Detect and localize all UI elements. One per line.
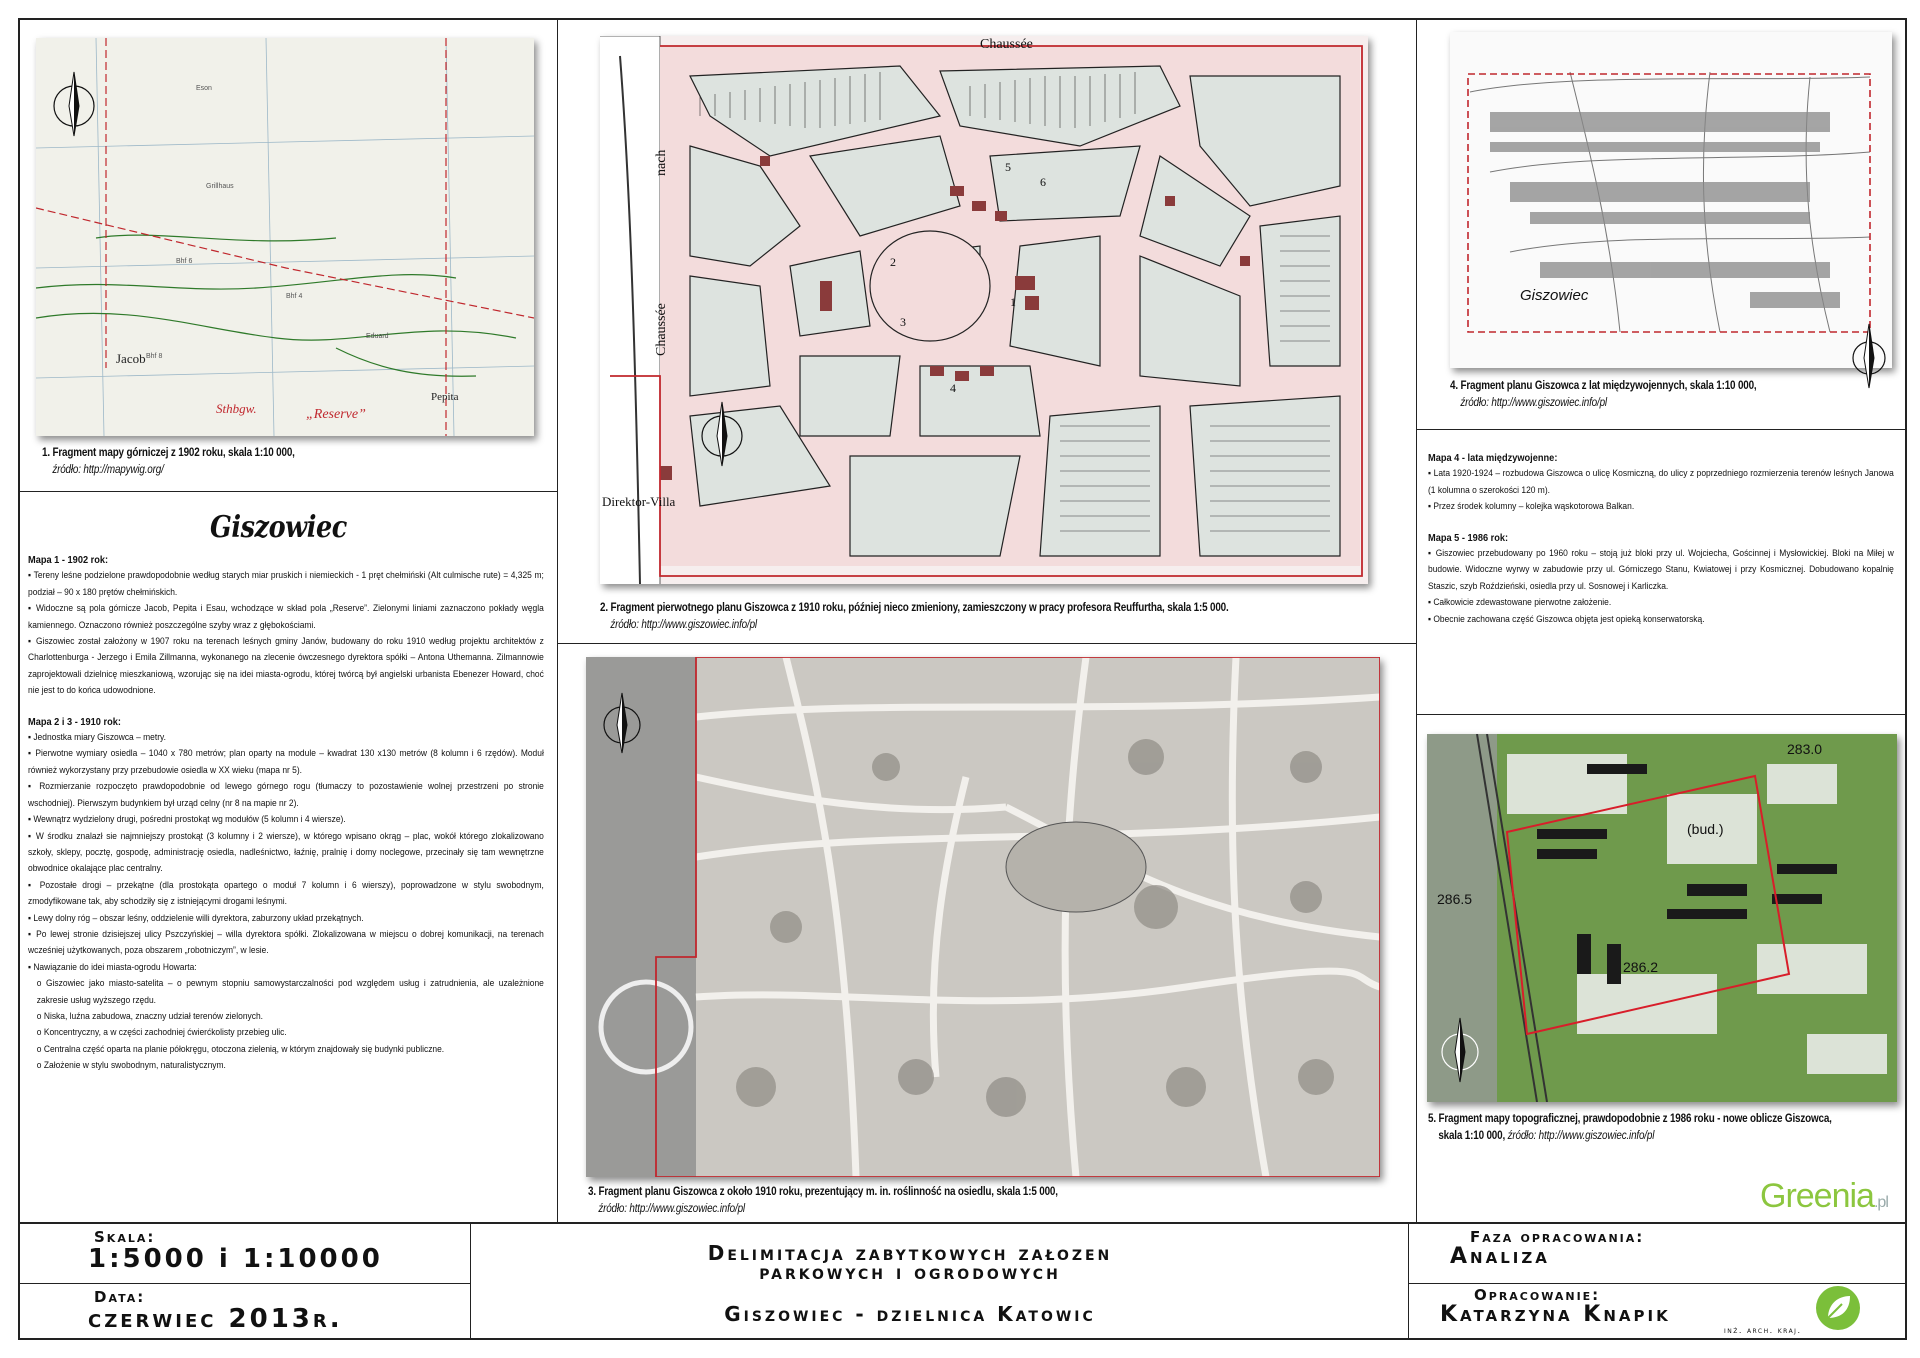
divider: [18, 491, 557, 492]
svg-text:Eduard: Eduard: [366, 333, 389, 340]
section-heading: Mapa 5 - 1986 rok:: [1428, 531, 1509, 544]
svg-text:Bhf 8: Bhf 8: [146, 353, 163, 360]
caption-map-3: [588, 1184, 1058, 1218]
map-label: 2: [890, 255, 896, 269]
caption-map-2: [600, 600, 1229, 634]
paragraph: ▪ Giszowiec przebudowany po 1960 roku – stoją już bloki przy ul. Wojciecha, Gościnnej i Mysłowickiej. Bloki na Miłej w budowie. Widoczne wyrwy w zabudowie przy ul. Górniczego Stanu, Kwiatowej i przy Kosmicznej. Dobudowano kopalnię Staszic, szyb Roździeński, osiedla przy ul. Sosnowej i Karliczka.: [1428, 548, 1894, 592]
phase-value: Analiza: [1450, 1244, 1550, 1269]
map-label: (bud.): [1687, 821, 1724, 837]
map-label: Sthbgw.: [216, 401, 257, 416]
map-label: nach: [654, 149, 669, 176]
map-label: 5: [1005, 160, 1011, 174]
title-line: parkowych i ogrodowych: [759, 1260, 1061, 1284]
svg-text:Bhf 6: Bhf 6: [176, 258, 193, 265]
phase-label: Faza opracowania:: [1470, 1228, 1645, 1246]
caption-source: źródło: http://www.giszowiec.info/pl: [1507, 1130, 1655, 1142]
author-label: Opracowanie:: [1474, 1286, 1601, 1304]
paragraph: ▪ Tereny leśne podzielone prawdopodobnie według starych miar pruskich i niemieckich - 1 pręt chełmiński (Alt culmische rute) = 4,325 m; podział – 90 x 180 prętów chełmińskich.: [28, 570, 544, 598]
map-1910-original-plan: [600, 36, 1368, 584]
sub-item: o Niska, luźna zabudowa, znaczny udział terenów zielonych.: [36, 1010, 264, 1022]
scale-value: 1:5000 i 1:10000: [88, 1244, 383, 1274]
caption-text: 1. Fragment mapy górniczej z 1902 roku, skala 1:10 000,: [42, 447, 295, 459]
paragraph: ▪ Giszowiec został założony w 1907 roku na terenach leśnych gminy Janów, budowany do roku 1910 według projektu architektów z Charlottenburga - Jerzego i Emila Zillmanna, wykonanego na zlecenie ówczesnego dyrektora spółki – Antona Uthemanna. Zilmannowie zaprojektowali dzielnicę mieszkaniową, wzorując się na idei miasta-ogrodu, której twórcą był angielski urbanista Ebenezer Howard, choć nie jest to do końca udowodnione.: [28, 636, 544, 697]
brand-suffix: .pl: [1873, 1194, 1888, 1211]
paragraph: ▪ Lewy dolny róg – obszar leśny, oddzielenie willi dyrektora, zaburzony układ przekątnych.: [28, 912, 364, 924]
caption-map-5: [1428, 1111, 1832, 1145]
paragraph: ▪ Rozmierzanie rozpoczęto prawdopodobnie od lewego górnego rogu (tłumaczy to pozostawienie wolnej przestrzeni po stronie wschodniej). Pierwszym budynkiem był urząd celny (nr 8 na mapie nr 2).: [28, 781, 544, 809]
svg-text:Bhf 4: Bhf 4: [286, 293, 303, 300]
section-heading: Mapa 1 - 1902 rok:: [28, 554, 109, 566]
caption-source: źródło: http://www.giszowiec.info/pl: [1460, 397, 1607, 409]
analysis-text-right: [1428, 446, 1894, 628]
map-label: Giszowiec: [1520, 287, 1589, 304]
sheet-title: [470, 1241, 1350, 1284]
map-label: 6: [1040, 175, 1046, 189]
map-label: Pepita: [431, 391, 459, 403]
section-heading: Mapa 4 - lata międzywojenne:: [1428, 452, 1558, 464]
divider: [1408, 1283, 1907, 1284]
map-label: 4: [950, 381, 956, 395]
scale-label: Skala:: [94, 1228, 156, 1246]
date-label: Data:: [94, 1288, 146, 1306]
paragraph: ▪ Widoczne są pola górnicze Jacob, Pepita i Esau, wchodzące w skład pola „Reserve”. Zielonymi liniami zaznaczono pokłady węgla kamiennego. Oznaczono również poszczególne szyby wraz z głębokościami.: [28, 603, 544, 631]
map-1910-vegetation-plan: [586, 657, 1380, 1177]
divider: [1416, 429, 1907, 430]
svg-text:Eson: Eson: [196, 85, 212, 92]
caption-source: źródło: http://mapywig.org/: [52, 464, 164, 476]
caption-text: skala 1:10 000,: [1438, 1130, 1506, 1142]
divider: [557, 18, 558, 1222]
map-label: 3: [900, 315, 906, 329]
greenia-logo: [1760, 1177, 1888, 1216]
author-value: Katarzyna Knapik: [1440, 1302, 1671, 1327]
sub-item: o Koncentryczny, a w części zachodniej ćwierćkolisty przebieg ulic.: [36, 1027, 287, 1039]
paragraph: ▪ Nawiązanie do idei miasta-ogrodu Howarta:: [28, 961, 197, 973]
divider: [1408, 1222, 1409, 1340]
map-label: 286.2: [1623, 959, 1659, 975]
map-label: Direktor-Villa: [602, 494, 676, 509]
paragraph: ▪ Lata 1920-1924 – rozbudowa Giszowca o ulicę Kosmiczną, do ulicy z poprzedniego rozmierzenia terenów leśnych Janowa (1 kolumna o szerokości 120 m).: [1428, 468, 1894, 496]
map-label: 286.5: [1437, 891, 1473, 907]
title-line: Delimitacja zabytkowych załozen: [707, 1241, 1113, 1265]
map-1902-mining: [36, 38, 534, 436]
date-value: czerwiec 2013r.: [88, 1304, 343, 1334]
divider: [18, 1283, 470, 1284]
leaf-logo-icon: [1816, 1286, 1860, 1330]
paragraph: ▪ Całkowicie zdewastowane pierwotne założenie.: [1428, 597, 1612, 609]
paragraph: ▪ Jednostka miary Giszowca – metry.: [28, 732, 166, 744]
sheet-subtitle: Giszowiec - dzielnica Katowic: [724, 1302, 1096, 1326]
section-heading: Mapa 2 i 3 - 1910 rok:: [28, 715, 121, 728]
caption-text: 5. Fragment mapy topograficznej, prawdopodobnie z 1986 roku - nowe oblicze Giszowca,: [1428, 1113, 1832, 1125]
map-1986-topographic: [1427, 734, 1897, 1102]
divider: [1416, 714, 1907, 715]
map-label: 283.0: [1787, 741, 1823, 757]
caption-text: 3. Fragment planu Giszowca z około 1910 roku, prezentujący m. in. roślinność na osiedlu, skala 1:5 000,: [588, 1186, 1058, 1198]
author-title: inż. arch. kraj.: [1724, 1326, 1802, 1335]
divider: [18, 1222, 1907, 1224]
paragraph: ▪ W środku znalazł sie najmniejszy prostokąt (3 kolumny i 2 wiersze), w którego wpisano okrąg – plac, wokół którego zlokalizowano szkoły, sklepy, pocztę, gospodę, administrację osiedla, nadleśnictwo, łaźnię, pralnię i domy noclegowe, przecinały się tam wewnętrzne obwodnice okalające plac centralny.: [28, 830, 544, 875]
sub-item: o Giszowiec jako miasto-satelita – o pewnym stopniu samowystarczalności pod względem usług i zatrudnienia, ale uzależnione zakresie usług wyższego rzędu.: [36, 978, 544, 1006]
sub-item: o Centralna część oparta na planie półokręgu, otoczona zielenią, w którym znajdowały się budynki publiczne.: [36, 1043, 445, 1055]
map-label: Jacob: [116, 351, 146, 366]
paragraph: ▪ Po lewej stronie dzisiejszej ulicy Pszczyńskiej – willa dyrektora spółki. Zlokalizowana w miejscu o dobrej komunikacji, na terenach wcześniej użytkowanych, poza obszarem „robotniczym”, w lesie.: [28, 928, 544, 957]
analysis-text-left: [28, 548, 544, 1075]
map-interwar-plan: [1450, 32, 1892, 368]
paragraph: ▪ Pozostałe drogi – przekątne (dla prostokąta opartego o moduł 7 kolumn i 6 wierszy), poprowadzone w stylu swobodnym, zmodyfikowane tak, aby schodziły się z istniejącymi drogami leśnymi.: [28, 879, 544, 908]
sub-item: o Założenie w stylu swobodnym, naturalistycznym.: [36, 1060, 226, 1072]
paragraph: ▪ Przez środek kolumny – kolejka wąskotorowa Balkan.: [1428, 501, 1635, 513]
north-arrow-icon: [1849, 318, 1889, 398]
map-label: Chaussée: [980, 37, 1033, 52]
divider: [557, 643, 1416, 644]
paragraph: ▪ Pierwotne wymiary osiedla – 1040 x 780 metrów; plan oparty na module – kwadrat 130 x130 metrów (8 kolumn i 6 rzędów). Moduł również wykorzystany przy przebudowie osiedla w XX wieku (mapa nr 5).: [28, 748, 544, 776]
caption-text: 2. Fragment pierwotnego planu Giszowca z 1910 roku, później nieco zmieniony, zamieszczony w pracy profesora Reuffurtha, skala 1:5 000.: [600, 602, 1229, 614]
page-title: Giszowiec: [210, 510, 347, 545]
caption-text: 4. Fragment planu Giszowca z lat międzywojennych, skala 1:10 000,: [1450, 380, 1757, 392]
caption-map-4: [1450, 378, 1757, 412]
divider: [1416, 18, 1417, 1222]
brand-name: Greenia: [1760, 1177, 1874, 1215]
caption-source: źródło: http://www.giszowiec.info/pl: [610, 619, 757, 631]
caption-source: źródło: http://www.giszowiec.info/pl: [598, 1203, 745, 1215]
svg-text:Grillhaus: Grillhaus: [206, 183, 234, 190]
caption-map-1: [42, 445, 295, 479]
map-label: Chaussée: [654, 303, 669, 356]
map-label: 1: [1010, 295, 1016, 309]
paragraph: ▪ Obecnie zachowana część Giszowca objęta jest opieką konserwatorską.: [1428, 613, 1705, 625]
map-label: „Reserve”: [306, 407, 366, 422]
paragraph: ▪ Wewnątrz wydzielony drugi, pośredni prostokąt wg modułów (5 kolumn i 4 wiersze).: [28, 814, 346, 826]
